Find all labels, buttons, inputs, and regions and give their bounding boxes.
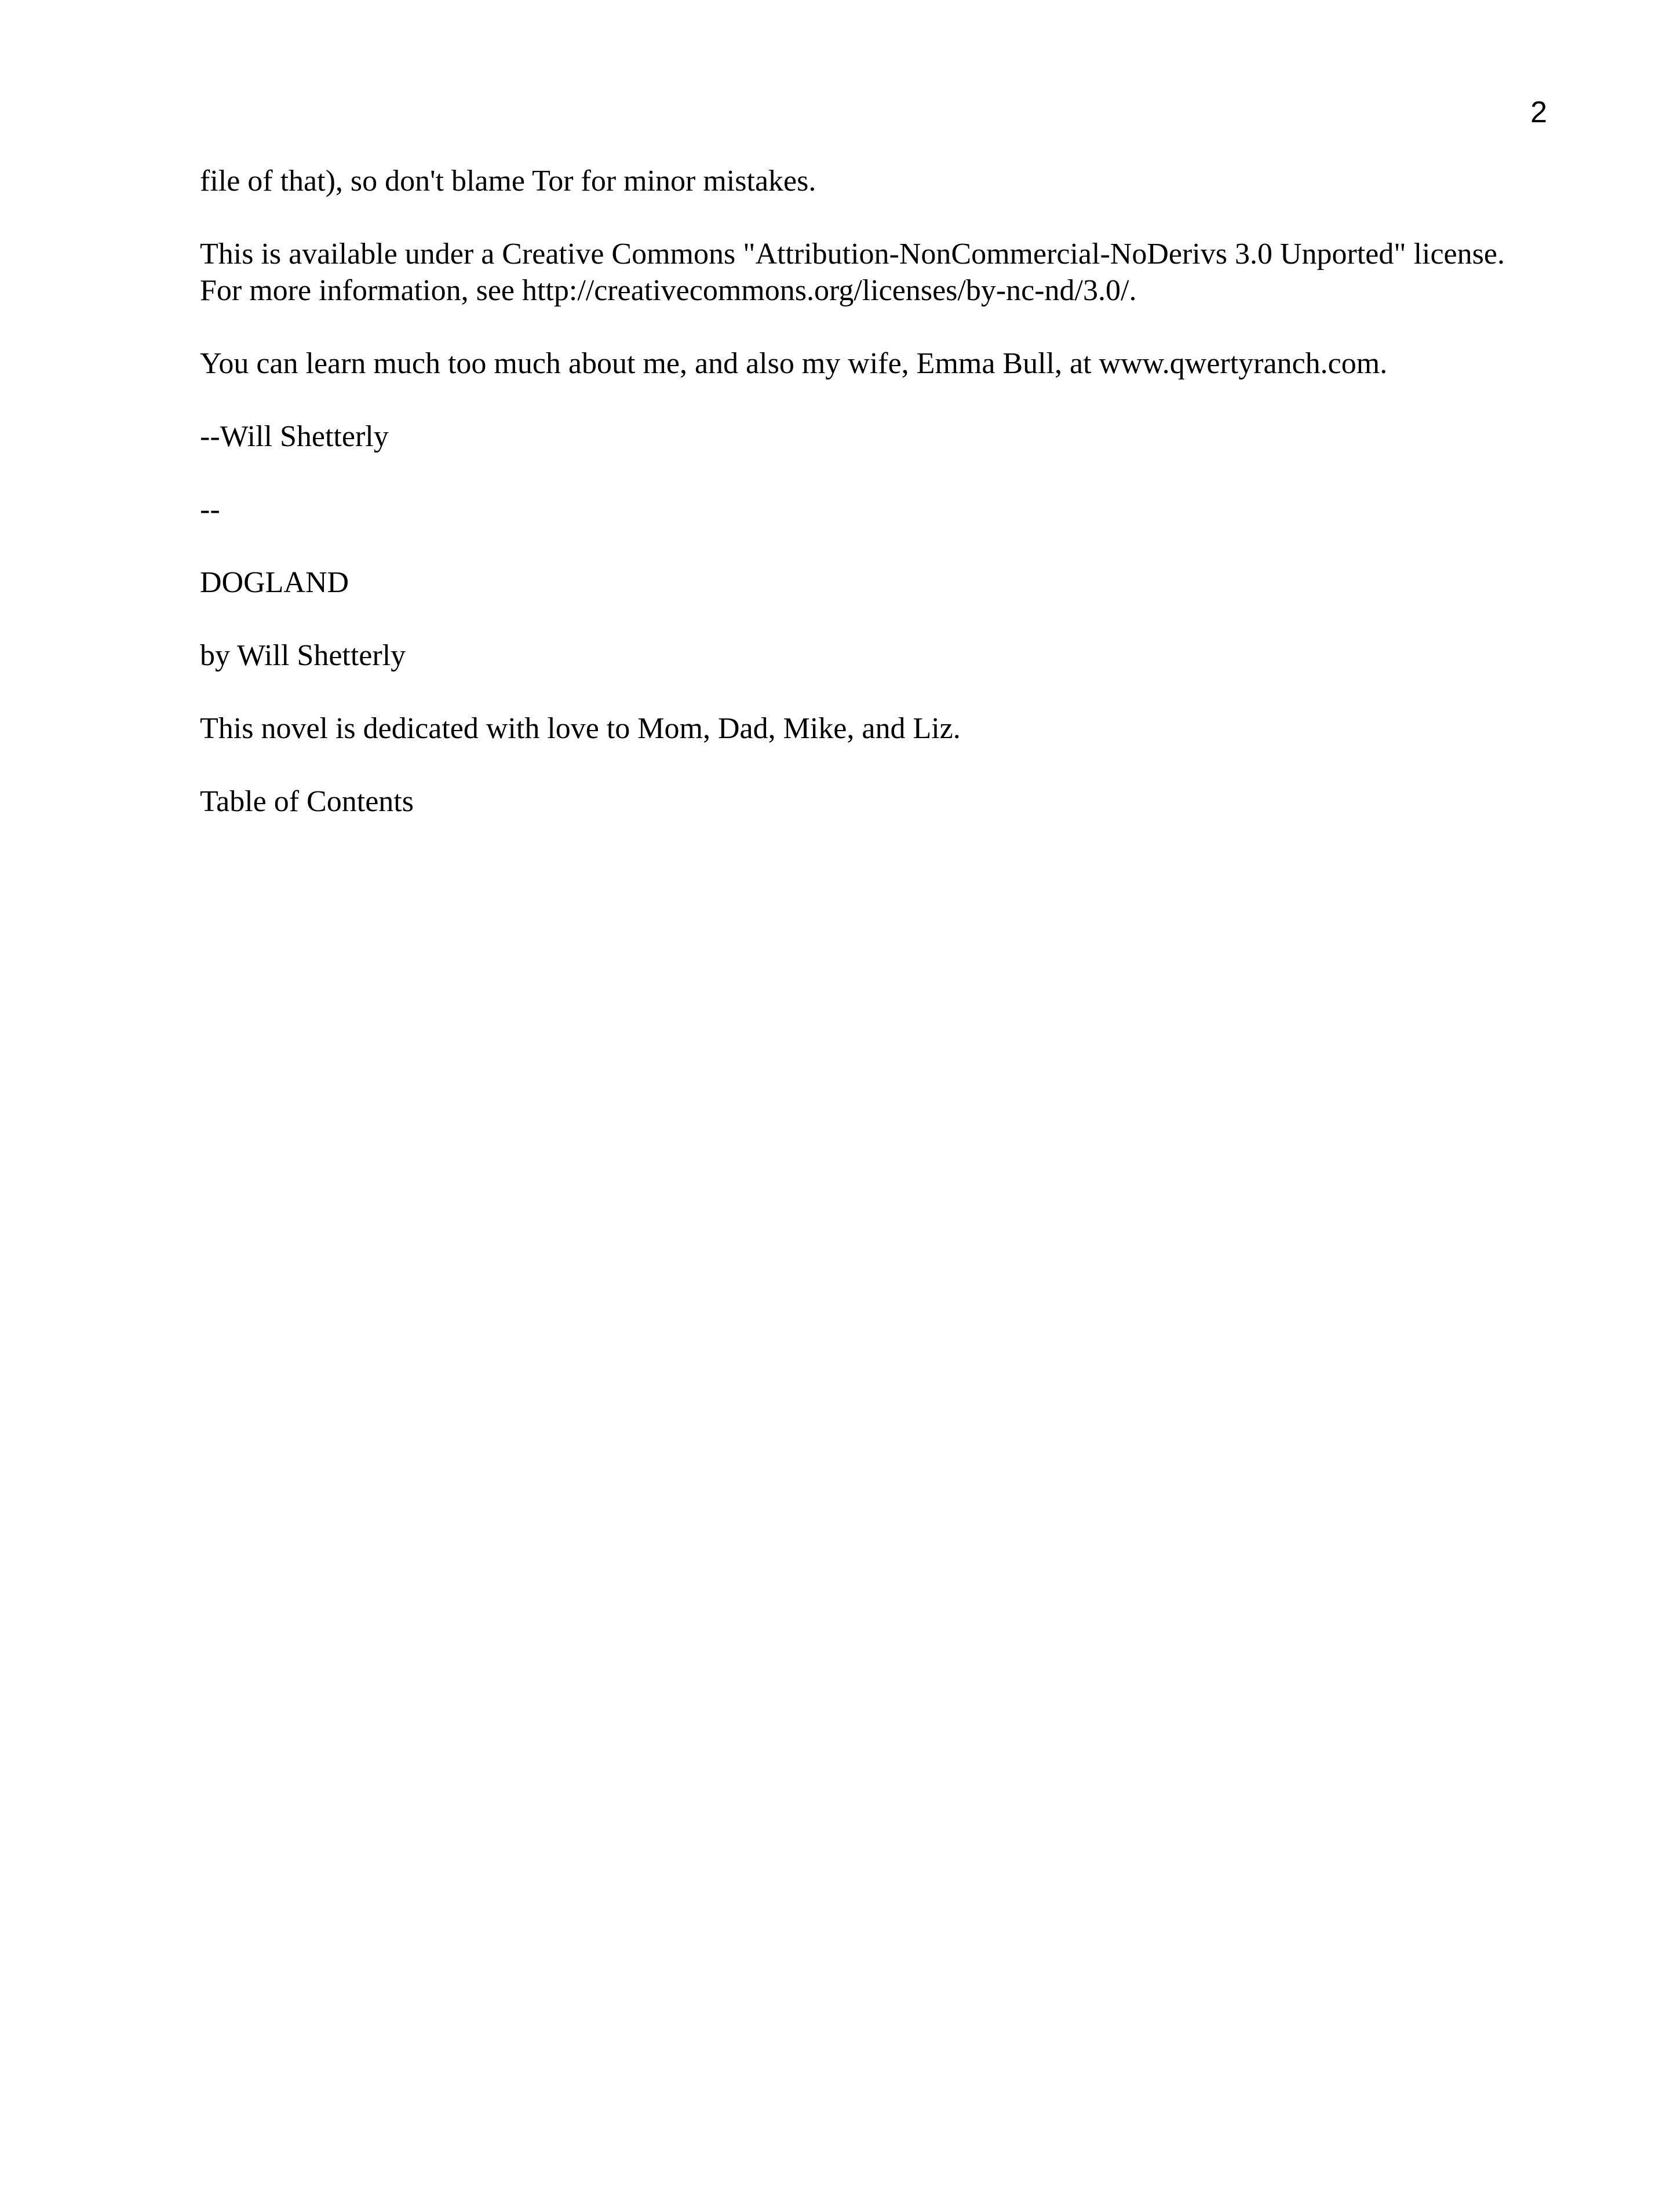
document-body [200, 163, 1550, 856]
page-number: 2 [1530, 96, 1547, 129]
book-byline: by Will Shetterly [200, 639, 406, 672]
paragraph-continuation: file of that), so don't blame Tor for minor mistakes. [200, 165, 816, 198]
book-title: DOGLAND [200, 566, 349, 599]
section-separator: -- [200, 493, 220, 526]
paragraph-license [200, 236, 1550, 309]
author-signature: --Will Shetterly [200, 420, 389, 453]
license-line-1: This is available under a Creative Commons "Attribution-NonCommercial-NoDerivs 3.0 Unported" license. [200, 238, 1505, 271]
dedication: This novel is dedicated with love to Mom, Dad, Mike, and Liz. [200, 712, 961, 745]
license-line-2: For more information, see http://creativecommons.org/licenses/by-nc-nd/3.0/. [200, 274, 1137, 307]
table-of-contents-heading: Table of Contents [200, 785, 414, 818]
paragraph-about-author: You can learn much too much about me, and also my wife, Emma Bull, at www.qwertyranch.com. [200, 347, 1388, 380]
